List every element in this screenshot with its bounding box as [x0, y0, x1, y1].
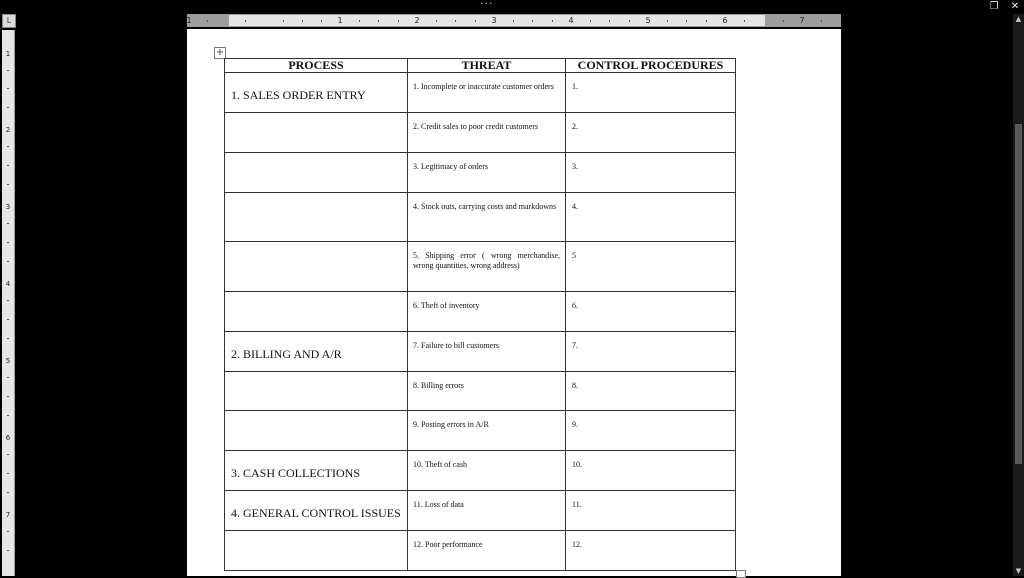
process-cell[interactable]	[225, 372, 408, 411]
vertical-ruler[interactable]	[2, 30, 15, 576]
control-cell[interactable]: 9.	[566, 411, 736, 451]
table-row	[225, 153, 736, 193]
process-cell[interactable]: 4. GENERAL CONTROL ISSUES	[225, 491, 408, 531]
table-row	[225, 113, 736, 153]
table-resize-handle[interactable]	[736, 570, 746, 578]
control-cell[interactable]: 10.	[566, 451, 736, 491]
table-row	[225, 451, 736, 491]
ruler-number: 1	[186, 16, 192, 25]
table-row	[225, 73, 736, 113]
control-cell[interactable]: 1.	[566, 73, 736, 113]
tab-selector-icon[interactable]: L	[2, 14, 16, 28]
threat-cell[interactable]: 4. Stock outs, carrying costs and markdowns	[408, 193, 566, 242]
table-header-row	[225, 59, 736, 73]
control-cell[interactable]: 4.	[566, 193, 736, 242]
process-cell[interactable]: 2. BILLING AND A/R	[225, 332, 408, 372]
threat-cell[interactable]: 10. Theft of cash	[408, 451, 566, 491]
ruler-number: 4	[5, 280, 11, 288]
process-cell[interactable]: 1. SALES ORDER ENTRY	[225, 73, 408, 113]
process-cell[interactable]	[225, 153, 408, 193]
control-cell[interactable]: 11.	[566, 491, 736, 531]
scroll-down-icon[interactable]: ▼	[1015, 567, 1022, 575]
process-cell[interactable]	[225, 292, 408, 332]
header-process: PROCESS	[225, 59, 408, 73]
process-cell[interactable]	[225, 113, 408, 153]
ruler-number: 7	[799, 16, 805, 25]
vertical-scrollbar[interactable]	[1013, 14, 1024, 576]
header-control-procedures: CONTROL PROCEDURES	[566, 59, 736, 73]
ruler-number: 1	[337, 16, 343, 25]
control-cell[interactable]: 3.	[566, 153, 736, 193]
restore-icon[interactable]: ❐	[989, 1, 999, 12]
table-row	[225, 193, 736, 242]
threat-cell[interactable]: 5. Shipping error ( wrong merchandise, wrong quantities, wrong address)	[408, 242, 566, 292]
ruler-number: 3	[491, 16, 497, 25]
ruler-number: 2	[414, 16, 420, 25]
threat-cell[interactable]: 12. Poor performance	[408, 531, 566, 571]
process-cell[interactable]	[225, 531, 408, 571]
control-cell[interactable]: 5	[566, 242, 736, 292]
table-row	[225, 491, 736, 531]
control-cell[interactable]: 2.	[566, 113, 736, 153]
more-options-icon[interactable]: ···	[480, 0, 494, 10]
scroll-up-icon[interactable]: ▲	[1015, 15, 1022, 23]
table-row	[225, 332, 736, 372]
control-cell[interactable]: 7.	[566, 332, 736, 372]
table-move-handle-icon[interactable]: +	[215, 47, 225, 58]
ruler-number: 3	[5, 203, 11, 211]
horizontal-ruler[interactable]	[187, 14, 841, 27]
threat-cell[interactable]: 2. Credit sales to poor credit customers	[408, 113, 566, 153]
threat-cell[interactable]: 6. Theft of inventory	[408, 292, 566, 332]
ruler-number: 7	[5, 511, 11, 519]
threat-cell[interactable]: 7. Failure to bill customers	[408, 332, 566, 372]
control-cell[interactable]: 6.	[566, 292, 736, 332]
threat-cell[interactable]: 9. Posting errors in A/R	[408, 411, 566, 451]
table-row	[225, 372, 736, 411]
control-cell[interactable]: 12.	[566, 531, 736, 571]
table-row	[225, 242, 736, 292]
threat-cell[interactable]: 3. Legitimacy of orders	[408, 153, 566, 193]
ruler-number: 2	[5, 126, 11, 134]
ruler-number: 5	[5, 357, 11, 365]
table-row	[225, 292, 736, 332]
ruler-number: 1	[5, 50, 11, 58]
threats-table[interactable]	[224, 58, 736, 571]
ruler-number: 4	[568, 16, 574, 25]
threat-cell[interactable]: 1. Incomplete or inaccurate customer orders	[408, 73, 566, 113]
process-cell[interactable]	[225, 242, 408, 292]
title-bar	[0, 0, 1024, 14]
header-threat: THREAT	[408, 59, 566, 73]
ruler-number: 6	[5, 434, 11, 442]
threat-cell[interactable]: 11. Loss of data	[408, 491, 566, 531]
threat-cell[interactable]: 8. Billing errors	[408, 372, 566, 411]
table-row	[225, 531, 736, 571]
control-cell[interactable]: 8.	[566, 372, 736, 411]
ruler-number: 6	[722, 16, 728, 25]
scrollbar-thumb[interactable]	[1015, 124, 1022, 464]
process-cell[interactable]	[225, 193, 408, 242]
ruler-number: 5	[645, 16, 651, 25]
process-cell[interactable]: 3. CASH COLLECTIONS	[225, 451, 408, 491]
table-row	[225, 411, 736, 451]
close-icon[interactable]: ✕	[1010, 1, 1020, 12]
process-cell[interactable]	[225, 411, 408, 451]
